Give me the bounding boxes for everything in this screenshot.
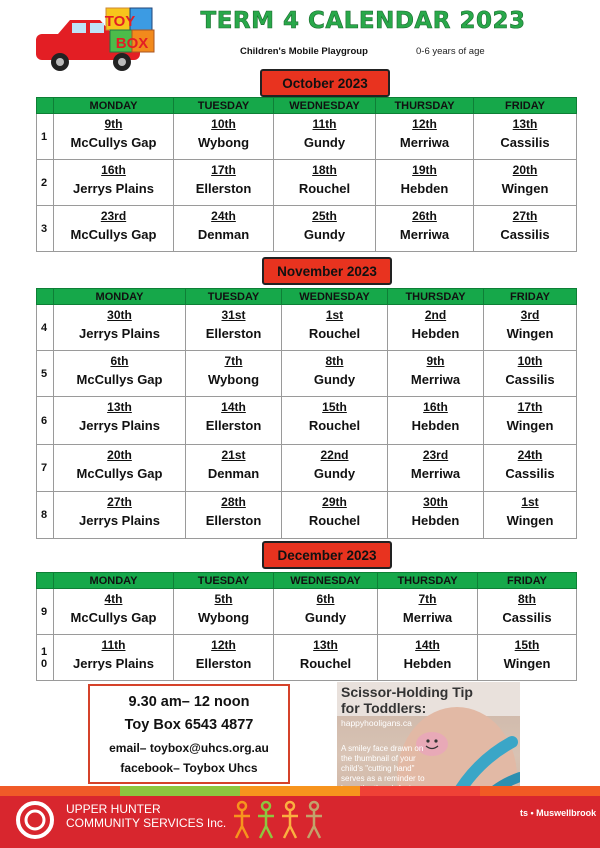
day-date: 24th (517, 448, 543, 462)
day-cell (388, 397, 484, 445)
day-cell (186, 397, 282, 445)
day-cell (54, 397, 186, 445)
day-location: Hebden (403, 656, 452, 671)
week-row (37, 305, 577, 351)
week-number-header (37, 573, 54, 589)
day-location: Jerrys Plains (79, 418, 160, 433)
day-date: 13th (107, 400, 132, 414)
day-cell (54, 114, 174, 160)
day-date: 6th (110, 354, 129, 368)
day-date: 26th (412, 209, 437, 223)
day-location: Merriwa (399, 135, 450, 150)
day-cell (376, 206, 474, 252)
weekday-header-row (37, 289, 577, 305)
day-cell (376, 114, 474, 160)
day-location: Cassilis (505, 372, 555, 387)
day-location: Jerrys Plains (73, 656, 154, 671)
day-location: Ellerston (195, 181, 252, 196)
day-date: 2nd (424, 308, 447, 322)
weekday-header-row (37, 98, 577, 114)
day-cell (274, 635, 378, 681)
day-cell (282, 305, 388, 351)
day-location: McCullys Gap (70, 610, 157, 625)
day-date: 11th (312, 117, 337, 131)
session-time: 9.30 am– 12 noon (128, 694, 250, 710)
weekday-header: MONDAY (54, 98, 174, 114)
day-date: 23rd (422, 448, 449, 462)
day-date: 24th (211, 209, 236, 223)
day-location: Jerrys Plains (73, 181, 154, 196)
week-row (37, 351, 577, 397)
day-date: 25th (312, 209, 337, 223)
email-address[interactable]: email– toybox@uhcs.org.au (109, 741, 269, 755)
week-row (37, 397, 577, 445)
day-date: 30th (107, 308, 132, 322)
day-cell (478, 589, 577, 635)
weekday-header: FRIDAY (478, 573, 577, 589)
day-date: 3rd (520, 308, 540, 322)
weekday-header: TUESDAY (186, 289, 282, 305)
week-number: 2 (37, 160, 54, 206)
day-location: Gundy (313, 372, 356, 387)
day-date: 18th (312, 163, 337, 177)
day-location: Jerrys Plains (79, 326, 160, 341)
day-location: Ellerston (195, 656, 252, 671)
day-date: 17th (517, 400, 543, 414)
day-location: Gundy (313, 466, 356, 481)
day-cell (54, 492, 186, 539)
day-cell (174, 206, 274, 252)
day-location: Wingen (506, 418, 554, 433)
calendar-table-october (36, 97, 577, 252)
day-location: Jerrys Plains (79, 513, 160, 528)
facebook-link[interactable]: facebook– Toybox Uhcs (120, 761, 258, 775)
day-cell (282, 397, 388, 445)
day-cell (474, 206, 577, 252)
people-figures-icon (230, 798, 330, 842)
day-cell (376, 160, 474, 206)
day-location: Merriwa (410, 372, 461, 387)
day-cell (484, 351, 577, 397)
day-date: 7th (418, 592, 437, 606)
tip-url: happyhooligans.ca (341, 718, 412, 728)
day-date: 27th (107, 495, 132, 509)
day-date: 1st (521, 495, 539, 509)
day-location: Hebden (400, 181, 449, 196)
day-cell (378, 589, 478, 635)
day-date: 29th (322, 495, 347, 509)
weekday-header: FRIDAY (474, 98, 577, 114)
day-cell (388, 492, 484, 539)
day-cell (274, 114, 376, 160)
day-cell (54, 351, 186, 397)
day-date: 13th (512, 117, 538, 131)
uhcs-logo-icon (10, 800, 60, 840)
weekday-header: MONDAY (54, 289, 186, 305)
day-cell (274, 589, 378, 635)
weekday-header: FRIDAY (484, 289, 577, 305)
day-location: Merriwa (410, 466, 461, 481)
day-cell (186, 351, 282, 397)
logo-text-top: TOY (104, 13, 136, 30)
day-date: 7th (224, 354, 243, 368)
day-date: 11th (101, 638, 126, 652)
day-date: 19th (412, 163, 437, 177)
day-date: 28th (221, 495, 246, 509)
day-location: Wybong (197, 610, 250, 625)
day-date: 13th (313, 638, 338, 652)
day-date: 14th (221, 400, 246, 414)
day-date: 27th (512, 209, 538, 223)
day-date: 30th (423, 495, 448, 509)
day-location: Rouchel (308, 326, 361, 341)
org-name-line1: UPPER HUNTER (66, 802, 161, 816)
day-cell (274, 160, 376, 206)
day-date: 14th (415, 638, 440, 652)
logo-text-bottom: BOX (115, 35, 149, 52)
day-location: Denman (207, 466, 260, 481)
day-cell (174, 589, 274, 635)
day-cell (388, 445, 484, 492)
day-location: Ellerston (205, 418, 262, 433)
day-date: 10th (211, 117, 236, 131)
weekday-header: TUESDAY (174, 98, 274, 114)
tip-title: Scissor-Holding Tip for Toddlers: (341, 684, 473, 716)
week-row (37, 589, 577, 635)
subtitle: Children's Mobile Playgroup (240, 46, 368, 57)
day-location: Wingen (506, 326, 554, 341)
footer-color-stripes (0, 786, 600, 796)
contact-info-box (88, 684, 290, 784)
day-location: Hebden (411, 418, 460, 433)
day-cell (388, 351, 484, 397)
day-cell (54, 635, 174, 681)
weekday-header: THURSDAY (388, 289, 484, 305)
day-location: Ellerston (205, 513, 262, 528)
day-date: 10th (517, 354, 543, 368)
day-date: 31st (221, 308, 246, 322)
weekday-header: WEDNESDAY (282, 289, 388, 305)
day-cell (54, 160, 174, 206)
day-cell (484, 492, 577, 539)
day-location: Rouchel (308, 418, 361, 433)
day-cell (54, 305, 186, 351)
day-location: Merriwa (399, 227, 450, 242)
week-number: 3 (37, 206, 54, 252)
footer-towns: ts • Muswellbrook (520, 808, 597, 818)
week-number: 7 (37, 445, 54, 492)
day-date: 16th (423, 400, 448, 414)
day-date: 21st (221, 448, 246, 462)
day-location: McCullys Gap (76, 372, 163, 387)
week-number: 1 (37, 114, 54, 160)
weekday-header: WEDNESDAY (274, 98, 376, 114)
day-cell (186, 492, 282, 539)
day-cell (186, 445, 282, 492)
day-location: McCullys Gap (70, 227, 157, 242)
week-number: 1 0 (37, 635, 54, 681)
day-date: 15th (322, 400, 347, 414)
week-row (37, 160, 577, 206)
phone-number: Toy Box 6543 4877 (124, 717, 254, 733)
day-cell (54, 206, 174, 252)
calendar-table-december (36, 572, 577, 681)
day-location: Wybong (197, 135, 250, 150)
day-cell (274, 206, 376, 252)
week-row (37, 206, 577, 252)
day-cell (54, 589, 174, 635)
day-location: McCullys Gap (76, 466, 163, 481)
week-number-header (37, 289, 54, 305)
day-date: 17th (211, 163, 236, 177)
month-label-october: October 2023 (260, 69, 390, 97)
week-row (37, 492, 577, 539)
day-location: Rouchel (298, 181, 351, 196)
day-cell (54, 445, 186, 492)
day-location: Cassilis (500, 135, 550, 150)
footer-banner (0, 786, 600, 848)
day-cell (484, 397, 577, 445)
day-location: Hebden (411, 513, 460, 528)
day-date: 5th (214, 592, 233, 606)
day-location: Rouchel (308, 513, 361, 528)
day-date: 15th (514, 638, 540, 652)
day-cell (484, 445, 577, 492)
day-cell (174, 635, 274, 681)
week-row (37, 635, 577, 681)
day-location: Wybong (207, 372, 260, 387)
day-date: 12th (412, 117, 437, 131)
tip-text: A smiley face drawn on the thumbnail of your child's "cutting hand" serves as a reminder to (341, 744, 425, 783)
day-cell (378, 635, 478, 681)
month-label-november: November 2023 (262, 257, 392, 285)
day-location: Gundy (303, 227, 346, 242)
weekday-header: TUESDAY (174, 573, 274, 589)
day-location: Cassilis (500, 227, 550, 242)
day-location: Merriwa (402, 610, 453, 625)
day-location: Gundy (303, 135, 346, 150)
week-number: 8 (37, 492, 54, 539)
day-location: Hebden (411, 326, 460, 341)
week-row (37, 445, 577, 492)
day-location: Denman (197, 227, 250, 242)
day-location: Cassilis (505, 466, 555, 481)
calendar-table-november (36, 288, 577, 539)
week-number: 6 (37, 397, 54, 445)
day-date: 20th (512, 163, 538, 177)
day-location: Ellerston (205, 326, 262, 341)
day-date: 8th (518, 592, 536, 606)
day-date: 1st (325, 308, 344, 322)
week-number-header (37, 98, 54, 114)
weekday-header: THURSDAY (376, 98, 474, 114)
day-location: Wingen (506, 513, 554, 528)
day-cell (282, 445, 388, 492)
day-location: Rouchel (299, 656, 352, 671)
day-location: McCullys Gap (70, 135, 157, 150)
week-number: 5 (37, 351, 54, 397)
day-date: 9th (104, 117, 123, 131)
day-cell (174, 160, 274, 206)
day-cell (388, 305, 484, 351)
day-location: Wingen (501, 181, 549, 196)
day-date: 6th (316, 592, 335, 606)
day-date: 4th (104, 592, 123, 606)
day-date: 16th (101, 163, 126, 177)
week-number: 9 (37, 589, 54, 635)
day-cell (282, 351, 388, 397)
weekday-header: THURSDAY (378, 573, 478, 589)
day-cell (282, 492, 388, 539)
day-date: 20th (107, 448, 132, 462)
week-row (37, 114, 577, 160)
day-location: Cassilis (502, 610, 552, 625)
month-label-december: December 2023 (262, 541, 392, 569)
day-date: 8th (325, 354, 344, 368)
age-range: 0-6 years of age (416, 46, 485, 57)
org-name-line2: COMMUNITY SERVICES Inc. (66, 816, 227, 830)
week-number: 4 (37, 305, 54, 351)
day-cell (474, 114, 577, 160)
page-title: TERM 4 CALENDAR 2023 (200, 8, 526, 34)
weekday-header: WEDNESDAY (274, 573, 378, 589)
day-date: 23rd (100, 209, 127, 223)
day-date: 9th (426, 354, 445, 368)
weekday-header: MONDAY (54, 573, 174, 589)
day-cell (484, 305, 577, 351)
day-cell (478, 635, 577, 681)
day-date: 12th (211, 638, 236, 652)
day-cell (186, 305, 282, 351)
toy-box-logo (30, 6, 170, 76)
day-date: 22nd (320, 448, 349, 462)
day-cell (174, 114, 274, 160)
weekday-header-row (37, 573, 577, 589)
day-location: Wingen (503, 656, 551, 671)
day-cell (474, 160, 577, 206)
day-location: Gundy (304, 610, 347, 625)
